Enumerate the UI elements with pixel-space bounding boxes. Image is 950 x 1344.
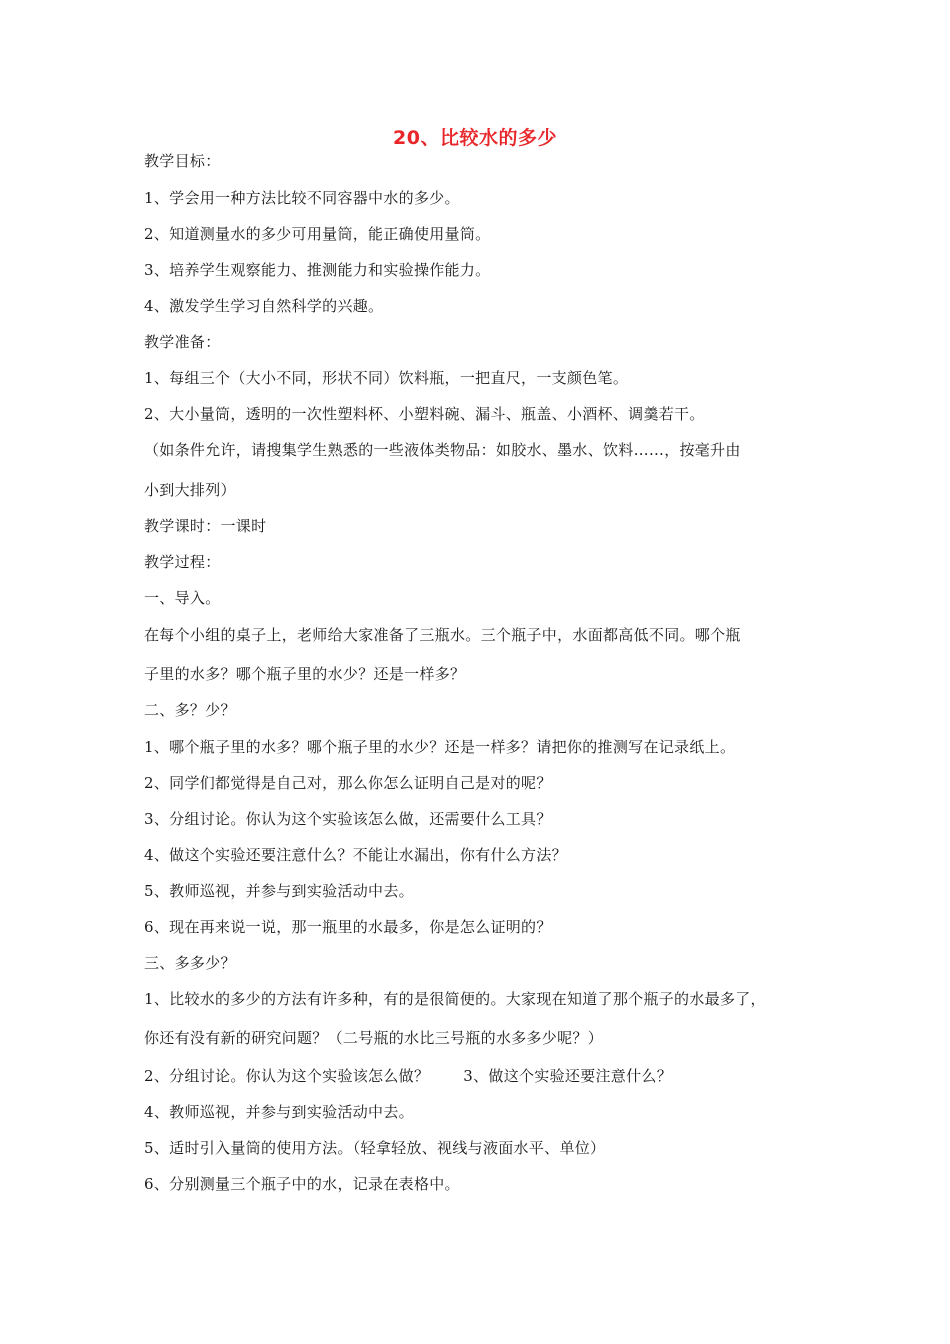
list-item: 4、做这个实验还要注意什么？不能让水漏出，你有什么方法？ bbox=[144, 846, 567, 864]
goal-item: 1、学会用一种方法比较不同容器中水的多少。 bbox=[144, 189, 460, 207]
prep-item: 1、每组三个（大小不同，形状不同）饮料瓶，一把直尺，一支颜色笔。 bbox=[144, 369, 629, 387]
prep-note: （如条件允许，请搜集学生熟悉的一些液体类物品：如胶水、墨水、饮料……，按毫升由 bbox=[144, 441, 741, 459]
prep-item: 2、大小量筒，透明的一次性塑料杯、小塑料碗、漏斗、瓶盖、小酒杯、调羹若干。 bbox=[144, 405, 705, 423]
process-heading: 教学过程： bbox=[144, 553, 221, 571]
goal-item: 3、培养学生观察能力、推测能力和实验操作能力。 bbox=[144, 261, 491, 279]
prep-note-continued: 小到大排列） bbox=[144, 481, 236, 499]
list-item-continued: 你还有没有新的研究问题？（二号瓶的水比三号瓶的水多多少呢？） bbox=[144, 1029, 604, 1047]
prep-heading: 教学准备： bbox=[144, 333, 221, 351]
list-item: 5、适时引入量筒的使用方法。（轻拿轻放、视线与液面水平、单位） bbox=[144, 1139, 606, 1157]
list-item: 3、做这个实验还要注意什么？ bbox=[463, 1067, 672, 1085]
goal-item: 4、激发学生学习自然科学的兴趣。 bbox=[144, 297, 384, 315]
list-item: 2、分组讨论。你认为这个实验该怎么做？ bbox=[144, 1067, 430, 1085]
goal-item: 2、知道测量水的多少可用量筒，能正确使用量筒。 bbox=[144, 225, 491, 243]
list-item: 3、分组讨论。你认为这个实验该怎么做，还需要什么工具？ bbox=[144, 810, 552, 828]
list-item: 1、哪个瓶子里的水多？哪个瓶子里的水少？还是一样多？请把你的推测写在记录纸上。 bbox=[144, 738, 736, 756]
list-item-pair bbox=[144, 1065, 672, 1087]
list-item: 6、分别测量三个瓶子中的水，记录在表格中。 bbox=[144, 1175, 460, 1193]
paragraph-line: 子里的水多？哪个瓶子里的水少？还是一样多？ bbox=[144, 665, 466, 683]
list-item: 5、教师巡视，并参与到实验活动中去。 bbox=[144, 882, 414, 900]
list-item: 4、教师巡视，并参与到实验活动中去。 bbox=[144, 1103, 414, 1121]
section-heading: 二、多？少？ bbox=[144, 701, 236, 719]
class-hours: 教学课时：一课时 bbox=[144, 517, 267, 535]
section-heading: 一、导入。 bbox=[144, 589, 221, 607]
list-item: 2、同学们都觉得是自己对，那么你怎么证明自己是对的呢？ bbox=[144, 774, 552, 792]
list-item: 1、比较水的多少的方法有许多种，有的是很简便的。大家现在知道了那个瓶子的水最多了， bbox=[144, 990, 766, 1008]
document-title: 20、比较水的多少 bbox=[393, 127, 557, 149]
paragraph-line: 在每个小组的桌子上，老师给大家准备了三瓶水。三个瓶子中，水面都高低不同。哪个瓶 bbox=[144, 626, 741, 644]
list-item: 6、现在再来说一说，那一瓶里的水最多，你是怎么证明的？ bbox=[144, 918, 552, 936]
section-heading: 三、多多少？ bbox=[144, 954, 236, 972]
goals-heading: 教学目标： bbox=[144, 152, 221, 170]
